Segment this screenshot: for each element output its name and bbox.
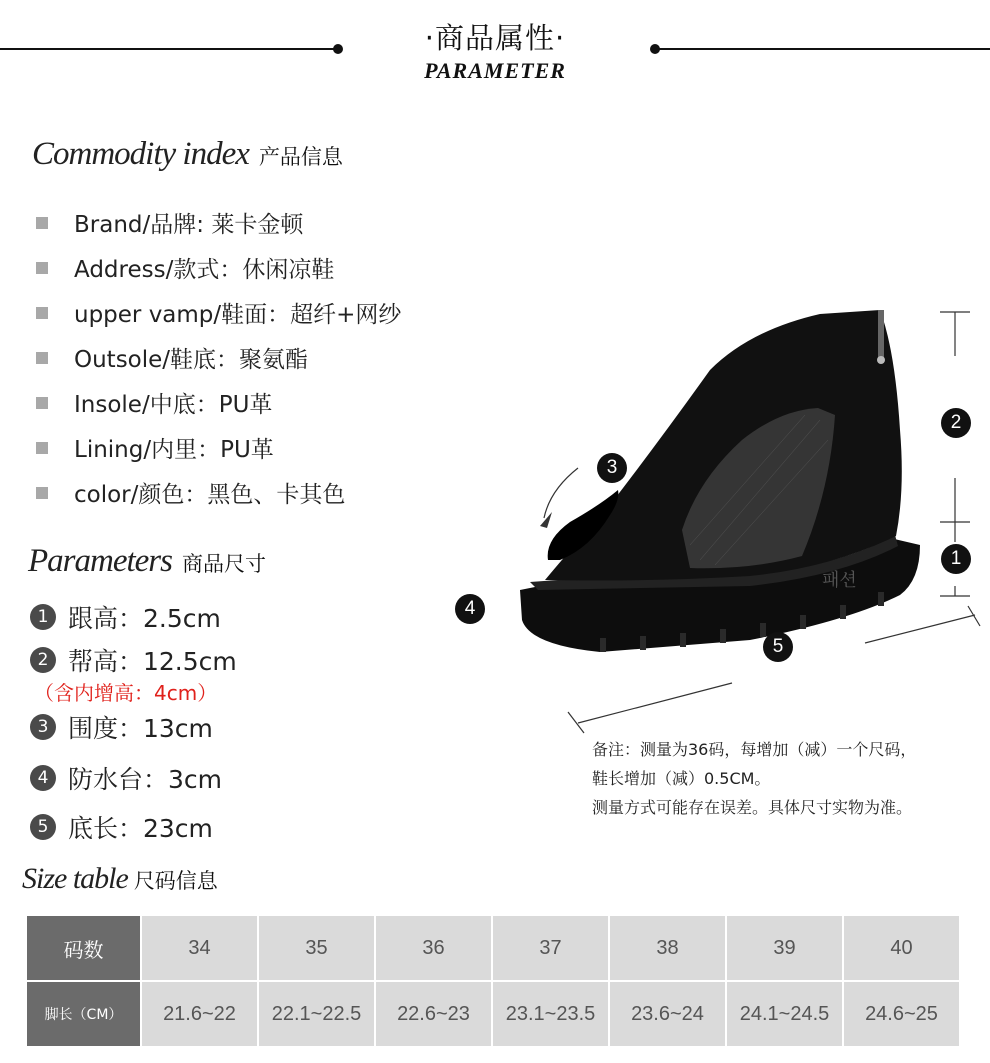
- header-rule-right: [654, 48, 990, 50]
- length-row-header: 脚长（CM）: [27, 982, 140, 1046]
- list-item-label: Outsole/鞋底：聚氨酯: [74, 347, 309, 373]
- square-bullet-icon: [36, 262, 48, 274]
- remark-line-2: 鞋长增加（减）0.5CM。: [592, 769, 771, 788]
- square-bullet-icon: [36, 442, 48, 454]
- commodity-heading-cn: 产品信息: [258, 145, 343, 169]
- number-2-icon: 2: [30, 647, 56, 673]
- list-item-label: upper vamp/鞋面：超纤+网纱: [74, 302, 402, 328]
- param-heel-height: [30, 599, 221, 635]
- number-4-icon: 4: [30, 765, 56, 791]
- square-bullet-icon: [36, 352, 48, 364]
- parameters-heading-script: Parameters: [28, 543, 172, 579]
- param-label: 围度：13cm: [68, 714, 213, 743]
- size-cell: 39: [727, 916, 842, 980]
- page-subtitle: PARAMETER: [424, 58, 566, 83]
- measurement-remark: [592, 735, 916, 822]
- table-row: [27, 916, 959, 980]
- param-label: 跟高：2.5cm: [68, 604, 221, 633]
- svg-text:패션: 패션: [822, 570, 857, 591]
- marker-5-icon: 5: [763, 632, 793, 662]
- size-table-heading-cn: 尺码信息: [133, 869, 218, 893]
- marker-4-icon: 4: [455, 594, 485, 624]
- square-bullet-icon: [36, 487, 48, 499]
- header-rule-left: [0, 48, 337, 50]
- parameters-heading: [28, 543, 266, 580]
- commodity-heading-script: Commodity index: [32, 136, 249, 172]
- square-bullet-icon: [36, 397, 48, 409]
- param-platform: [30, 760, 222, 796]
- size-cell: 34: [142, 916, 257, 980]
- shoe-image: [450, 290, 990, 740]
- page-title: ·商品属性·: [424, 21, 566, 55]
- list-item-label: Lining/内里：PU革: [74, 437, 274, 463]
- size-cell: 36: [376, 916, 491, 980]
- length-cell: 22.1~22.5: [259, 982, 374, 1046]
- remark-line-3: 测量方式可能存在误差。具体尺寸实物为准。: [592, 798, 913, 817]
- parameters-heading-cn: 商品尺寸: [181, 552, 266, 576]
- param-girth: [30, 709, 213, 745]
- length-cell: 24.6~25: [844, 982, 959, 1046]
- square-bullet-icon: [36, 307, 48, 319]
- marker-3-icon: 3: [597, 453, 627, 483]
- size-cell: 40: [844, 916, 959, 980]
- list-item-label: Insole/中底：PU革: [74, 392, 273, 418]
- list-item: [36, 200, 401, 245]
- list-item: [36, 425, 401, 470]
- param-label: 防水台：3cm: [68, 765, 223, 794]
- size-cell: 37: [493, 916, 608, 980]
- commodity-list: [36, 200, 401, 515]
- remark-line-1: 备注：测量为36码，每增加（减）一个尺码，: [592, 740, 917, 759]
- param-label: 底长：23cm: [68, 814, 213, 843]
- list-item: [36, 245, 401, 290]
- list-item-label: Brand/品牌: 莱卡金顿: [74, 212, 304, 238]
- list-item: [36, 290, 401, 335]
- marker-1-icon: 1: [941, 544, 971, 574]
- square-bullet-icon: [36, 217, 48, 229]
- table-row: [27, 982, 959, 1046]
- length-cell: 21.6~22: [142, 982, 257, 1046]
- param-inner-height-note: （含内增高：4cm）: [34, 681, 218, 705]
- size-cell: 38: [610, 916, 725, 980]
- header-dot-left: [333, 44, 343, 54]
- number-5-icon: 5: [30, 814, 56, 840]
- size-table-heading: [22, 862, 218, 896]
- number-1-icon: 1: [30, 604, 56, 630]
- shoe-illustration: [450, 290, 990, 740]
- param-label: 帮高：12.5cm: [68, 647, 237, 676]
- length-cell: 23.6~24: [610, 982, 725, 1046]
- list-item: [36, 335, 401, 380]
- param-upper-height: [30, 642, 237, 678]
- size-table-heading-script: Size table: [22, 862, 128, 895]
- size-cell: 35: [259, 916, 374, 980]
- param-sole-length: [30, 809, 213, 845]
- length-cell: 22.6~23: [376, 982, 491, 1046]
- number-3-icon: 3: [30, 714, 56, 740]
- list-item-label: Address/款式：休闲凉鞋: [74, 257, 335, 283]
- size-table: [25, 914, 961, 1048]
- length-cell: 23.1~23.5: [493, 982, 608, 1046]
- commodity-heading: [32, 136, 343, 173]
- list-item: [36, 470, 401, 515]
- size-row-header: 码数: [27, 916, 140, 980]
- length-cell: 24.1~24.5: [727, 982, 842, 1046]
- list-item-label: color/颜色：黑色、卡其色: [74, 482, 346, 508]
- list-item: [36, 380, 401, 425]
- marker-2-icon: 2: [941, 408, 971, 438]
